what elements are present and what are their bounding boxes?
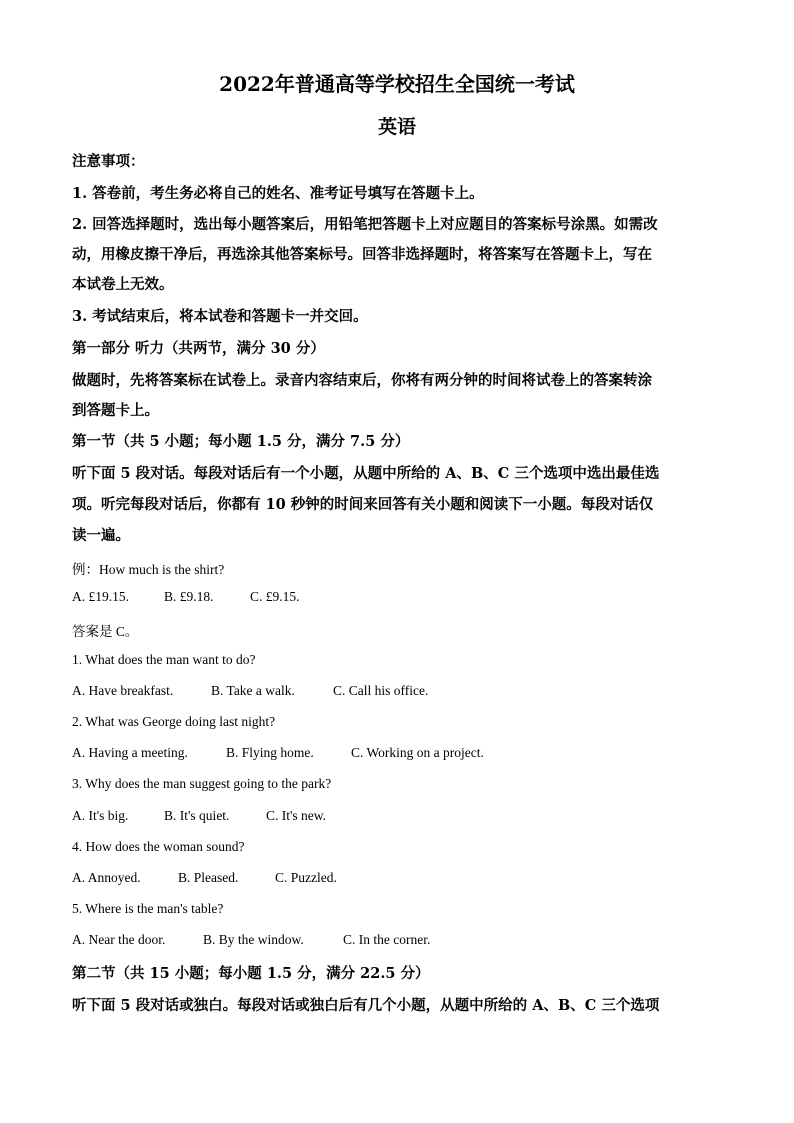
option-c: C. It's new. xyxy=(266,808,327,823)
option-c: C. In the corner. xyxy=(343,932,431,947)
notice-item: 3. 考试结束后，将本试卷和答题卡一并交回。 xyxy=(72,308,368,325)
option-c: C. Call his office. xyxy=(333,683,429,698)
notice-item: 动，用橡皮擦干净后，再选涂其他答案标号。回答非选择题时，将答案写在答题卡上，写在 xyxy=(72,246,652,263)
notice-item: 1. 答卷前，考生务必将自己的姓名、准考证号填写在答题卡上。 xyxy=(72,185,484,202)
part1-instruction: 到答题卡上。 xyxy=(72,402,159,419)
option-c: C. £9.15. xyxy=(250,589,300,604)
example-question: 例：How much is the shirt? xyxy=(72,562,225,577)
option-c: C. Puzzled. xyxy=(275,870,337,885)
question-3-options xyxy=(72,808,722,824)
question-5: 5. Where is the man's table? xyxy=(72,901,224,916)
example-options xyxy=(72,589,722,605)
option-a: A. It's big. xyxy=(72,808,129,823)
question-3: 3. Why does the man suggest going to the park? xyxy=(72,776,332,791)
option-b: B. Take a walk. xyxy=(211,683,295,698)
option-c: C. Working on a project. xyxy=(351,745,484,760)
notice-heading: 注意事项： xyxy=(72,153,145,170)
question-1: 1. What does the man want to do? xyxy=(72,652,256,667)
option-b: B. Flying home. xyxy=(226,745,314,760)
question-5-options xyxy=(72,932,722,948)
question-4: 4. How does the woman sound? xyxy=(72,839,245,854)
question-1-options xyxy=(72,683,722,699)
section1-instruction: 项。听完每段对话后，你都有 10 秒钟的时间来回答有关小题和阅读下一小题。每段对话仅 xyxy=(72,496,654,513)
section1-heading: 第一节（共 5 小题；每小题 1.5 分，满分 7.5 分） xyxy=(72,433,410,450)
exam-title: 2022年普通高等学校招生全国统一考试 xyxy=(219,72,575,96)
section1-instruction: 读一遍。 xyxy=(72,527,130,544)
part1-heading: 第一部分 听力（共两节，满分 30 分） xyxy=(72,340,325,357)
question-2-options xyxy=(72,745,722,761)
notice-item: 本试卷上无效。 xyxy=(72,276,174,293)
option-a: A. Having a meeting. xyxy=(72,745,188,760)
option-b: B. By the window. xyxy=(203,932,304,947)
option-b: B. It's quiet. xyxy=(164,808,230,823)
question-2: 2. What was George doing last night? xyxy=(72,714,276,729)
option-b: B. Pleased. xyxy=(178,870,239,885)
example-answer: 答案是 C。 xyxy=(72,624,139,639)
part1-instruction: 做题时，先将答案标在试卷上。录音内容结束后，你将有两分钟的时间将试卷上的答案转涂 xyxy=(72,372,652,389)
exam-subject: 英语 xyxy=(377,116,416,138)
section2-heading: 第二节（共 15 小题；每小题 1.5 分，满分 22.5 分） xyxy=(72,965,430,982)
section1-instruction: 听下面 5 段对话。每段对话后有一个小题，从题中所给的 A、B、C 三个选项中选出最佳选 xyxy=(72,465,660,482)
option-a: A. £19.15. xyxy=(72,589,129,604)
question-4-options xyxy=(72,870,722,886)
option-a: A. Annoyed. xyxy=(72,870,141,885)
notice-item: 2. 回答选择题时，选出每小题答案后，用铅笔把答题卡上对应题目的答案标号涂黑。如需改 xyxy=(72,216,658,233)
option-b: B. £9.18. xyxy=(164,589,214,604)
option-a: A. Have breakfast. xyxy=(72,683,174,698)
section2-instruction: 听下面 5 段对话或独白。每段对话或独白后有几个小题，从题中所给的 A、B、C 三个选项 xyxy=(72,997,660,1014)
option-a: A. Near the door. xyxy=(72,932,166,947)
